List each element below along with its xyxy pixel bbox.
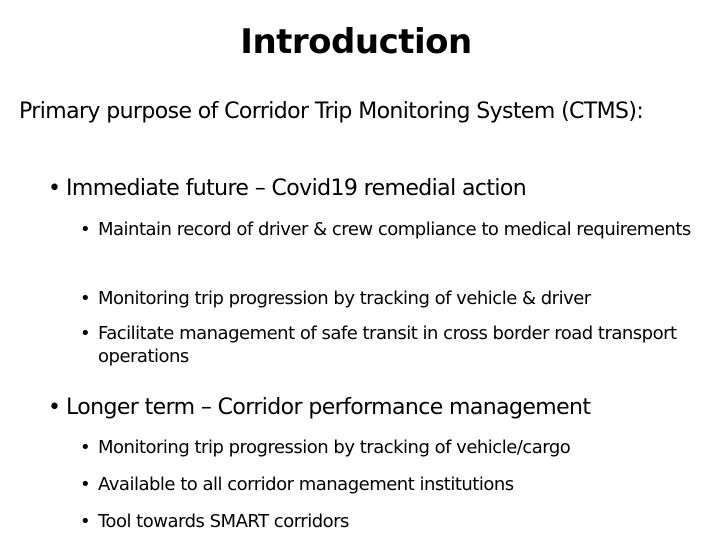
section-2-heading — [48, 393, 590, 423]
item-text: Monitoring trip progression by tracking of vehicle/cargo — [98, 437, 571, 458]
bullet: • — [80, 323, 91, 344]
section-1-item-3 — [80, 322, 716, 368]
item-text: Monitoring trip progression by tracking of vehicle & driver — [98, 288, 591, 309]
bullet: • — [48, 176, 61, 201]
bullet: • — [80, 511, 91, 532]
item-text: Tool towards SMART corridors — [98, 511, 349, 532]
item-text: Facilitate management of safe transit in cross border road transport operations — [98, 323, 677, 367]
section-2-item-2 — [80, 473, 710, 496]
bullet: • — [80, 437, 91, 458]
section-heading-text: Longer term – Corridor performance management — [66, 395, 591, 420]
section-heading-text: Immediate future – Covid19 remedial action — [66, 176, 527, 201]
section-1-heading — [48, 174, 526, 204]
section-1-item-2 — [80, 287, 720, 310]
section-1-item-1 — [80, 218, 695, 241]
item-text: Maintain record of driver & crew compliance to medical requirements — [98, 219, 691, 240]
bullet: • — [80, 288, 91, 309]
section-2-item-3 — [80, 510, 710, 533]
item-text: Available to all corridor management institutions — [98, 474, 514, 495]
bullet: • — [80, 474, 91, 495]
intro-text: Primary purpose of Corridor Trip Monitoring System (CTMS): — [19, 99, 644, 124]
bullet: • — [48, 395, 61, 420]
bullet: • — [80, 219, 91, 240]
slide-title: Introduction — [240, 22, 472, 62]
section-2-item-1 — [80, 436, 710, 459]
